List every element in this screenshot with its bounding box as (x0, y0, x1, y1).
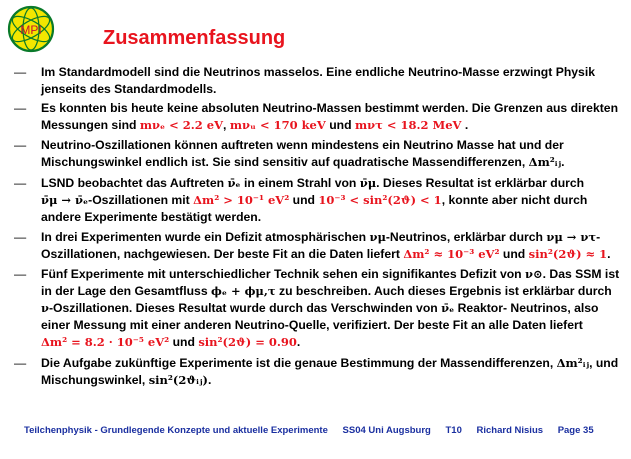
bullet-dash: — (14, 229, 27, 244)
summary-item-6 (14, 266, 620, 351)
item-text: Die Aufgabe zukünftige Experimente ist die genaue Bestimmung der Massendifferenzen, (41, 355, 554, 370)
item-text: . (464, 118, 469, 133)
mpi-logo-text: MPI (20, 23, 42, 37)
item-text: LSND beobachtet das Auftreten (41, 175, 225, 190)
item-text: zu beschreiben. Auch dieses Ergebnis ist erklärbar durch (278, 284, 612, 299)
formula-delta-m2: Δm² ≈ 10⁻³ eV² (403, 246, 500, 261)
formula-mass-limit-nue: mνₑ < 2.2 eV (139, 118, 224, 133)
bullet-dash: — (14, 65, 27, 79)
item-text: . Dieses Resultat ist erklärbar durch (376, 175, 585, 190)
summary-item-5 (14, 229, 620, 263)
item-text: . (207, 372, 212, 387)
footer-author: Richard Nisius (476, 425, 544, 436)
bullet-dash: — (14, 138, 27, 153)
item-text: , (223, 118, 227, 133)
summary-item-4 (14, 175, 620, 226)
formula-sin2: sin²(2ϑ) = 0.90 (198, 335, 297, 350)
formula-antinue: ν̄ₑ (227, 175, 241, 190)
bullet-dash: — (14, 267, 27, 282)
summary-item-3 (14, 137, 620, 171)
footer-course: Teilchenphysik - Grundlegende Konzepte und aktuelle Experimente (24, 425, 328, 436)
formula-delta-m2-ij: Δm²ᵢⱼ (556, 355, 590, 370)
formula-delta-m2-ij: Δm²ᵢⱼ (528, 155, 562, 170)
summary-item-2 (14, 100, 620, 134)
formula-total-flux: ϕₑ + ϕμ,τ (211, 284, 276, 299)
formula-sin2: sin²(2ϑ) ≈ 1 (528, 246, 608, 261)
item-text: . Das SSM ist in der Lage den Gesamtfluss (41, 267, 620, 299)
item-text: Reaktor- Neutrinos, also einer Messung mit einer anderen Neutrino-Quelle, verifiziert. Der beste Fit an alle Daten liefert (41, 301, 599, 333)
item-text: . (607, 246, 611, 261)
bullet-dash: — (14, 175, 27, 190)
item-text: Fünf Experimente mit unterschiedlicher Technik sehen ein signifikantes Defizit von (41, 267, 522, 282)
item-text: Es konnten bis heute keine absoluten Neutrino-Massen bestimmt werden. Die Grenzen aus direkten Messungen sind (41, 101, 619, 133)
footer-term: SS04 Uni Augsburg (342, 425, 431, 436)
formula-sin2-range: 10⁻³ < sin²(2ϑ) < 1 (318, 192, 442, 207)
footer-page: Page 35 (557, 425, 594, 436)
item-text: Neutrino-Oszillationen können auftreten wenn mindestens ein Neutrino Masse hat und der Mischungswinkel endlich ist. Sie sind sensitiv auf quadratische Massendifferenzen, (41, 138, 564, 170)
slide-footer (24, 425, 620, 436)
item-text: und (292, 192, 316, 207)
item-text: und (502, 246, 526, 261)
item-text: und (329, 118, 352, 133)
item-text: und (172, 335, 195, 350)
item-text: -Oszillationen. Dieses Resultat wurde durch das Verschwinden von (48, 301, 438, 316)
formula-antinumu: ν̄μ (359, 175, 377, 190)
mpi-logo (6, 4, 56, 54)
formula-mass-limit-numu: mνᵤ < 170 keV (229, 118, 326, 133)
formula-antinue: ν̄ₑ (441, 301, 455, 316)
item-text: -Neutrinos, erklärbar durch (385, 229, 543, 244)
formula-nu: ν (41, 301, 49, 316)
bullet-dash: — (14, 101, 27, 116)
item-text: in einem Strahl von (243, 175, 357, 190)
formula-oscillation: ν̄μ → ν̄ₑ (41, 192, 89, 207)
item-text: , und Mischungswinkel, (41, 355, 619, 387)
slide-title: Zusammenfassung (103, 27, 286, 49)
item-text: . (561, 155, 565, 170)
summary-item-1 (14, 64, 620, 98)
item-text: -Oszillationen, nachgewiesen. Der beste Fit an die Daten liefert (41, 229, 601, 261)
formula-sin2-ij: sin²(2ϑᵢⱼ) (148, 372, 208, 387)
formula-delta-m2: Δm² > 10⁻¹ eV² (193, 192, 290, 207)
formula-oscillation: νμ → ντ (546, 229, 597, 244)
item-text: In drei Experimenten wurde ein Defizit atmosphärischen (41, 229, 367, 244)
item-text: Im Standardmodell sind die Neutrinos masselos. Eine endliche Neutrino-Masse erzwingt Physik jenseits des Standardmodells. (41, 65, 595, 97)
formula-solar-nu: ν⊙ (525, 267, 543, 282)
item-text: . (296, 335, 301, 350)
mpi-logo-graphic (6, 4, 56, 54)
bullet-dash: — (14, 355, 27, 370)
item-text: , konnte aber nicht durch andere Experimente bestätigt werden. (41, 192, 588, 224)
formula-delta-m2: Δm² = 8.2 · 10⁻⁵ eV² (41, 335, 170, 350)
summary-list (14, 64, 620, 389)
summary-item-7 (14, 355, 620, 389)
formula-mass-limit-nutau: mντ < 18.2 MeV (354, 118, 462, 133)
footer-slide-id: T10 (445, 425, 462, 436)
item-text: -Oszillationen mit (88, 192, 190, 207)
formula-numu: νμ (369, 229, 386, 244)
